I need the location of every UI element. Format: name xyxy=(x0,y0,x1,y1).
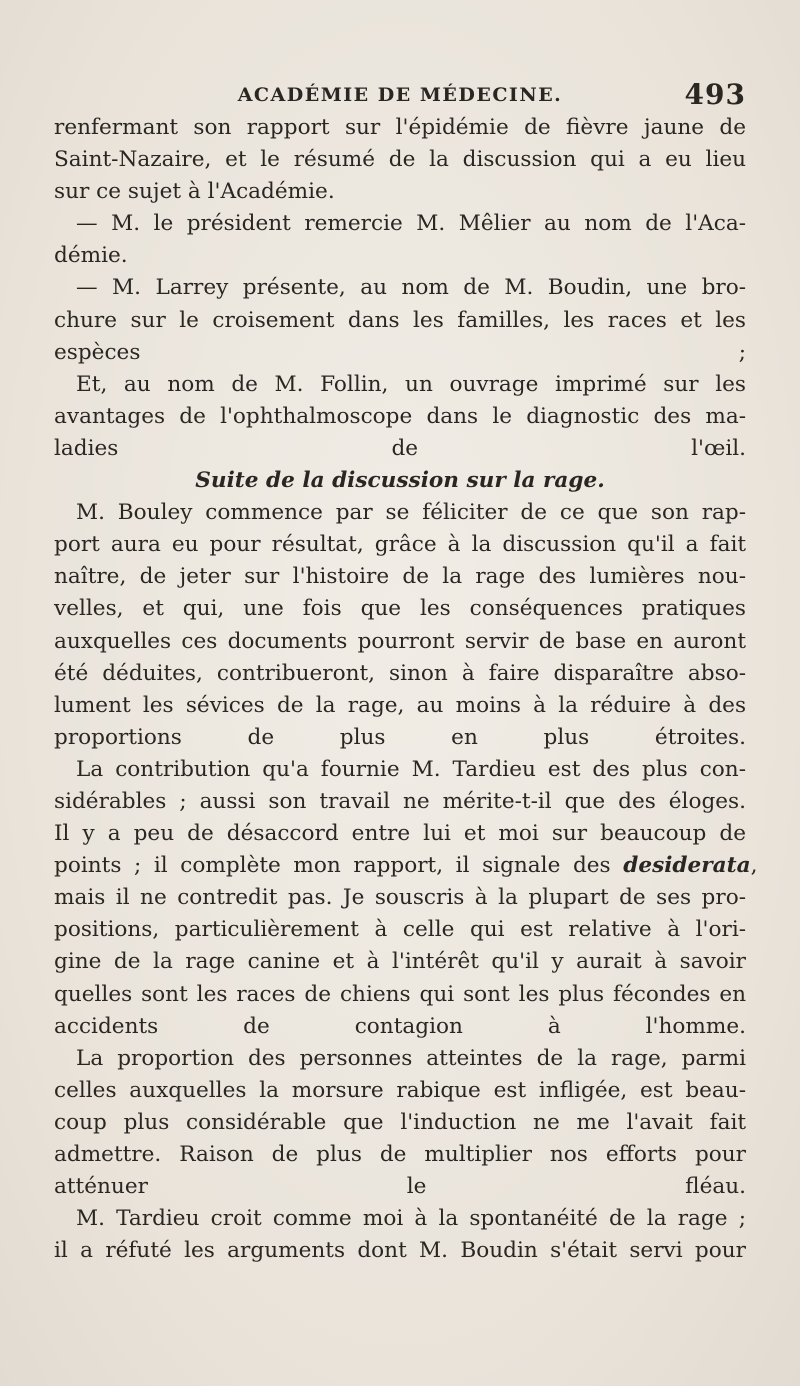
paragraph-tardieu-contribution xyxy=(54,754,758,1043)
text-line: Et, au nom de M. Follin, un ouvrage imprimé sur les xyxy=(76,371,746,397)
text-line: mais il ne contredit pas. Je souscris à la plupart de ses pro- xyxy=(54,885,746,911)
text-line: espèces ; xyxy=(54,339,746,365)
text-line: ladies de l'œil. xyxy=(54,435,746,461)
text-line: auxquelles ces documents pourront servir de base en auront xyxy=(54,628,746,654)
paragraph-bouley xyxy=(54,497,746,754)
text-line: accidents de contagion à l'homme. xyxy=(54,1013,746,1039)
text-line: port aura eu pour résultat, grâce à la discussion qu'il a fait xyxy=(54,532,747,558)
text-line: il a réfuté les arguments dont M. Boudin s'était servi pour xyxy=(54,1238,746,1264)
paragraph-continuation xyxy=(54,112,746,208)
text-line: atténuer le fléau. xyxy=(54,1174,746,1200)
paragraph-president-thanks xyxy=(54,208,746,272)
running-head xyxy=(54,78,746,112)
text-line: — M. Larrey présente, au nom de M. Boudin, une bro- xyxy=(76,275,747,301)
text-line: proportions de plus en plus étroites. xyxy=(54,724,746,750)
text-line: Il y a peu de désaccord entre lui et moi sur beaucoup de xyxy=(54,821,746,847)
paragraph-spontaneite xyxy=(54,1203,746,1267)
text-line: M. Tardieu croit comme moi à la spontanéité de la rage ; xyxy=(76,1206,746,1232)
paragraph-proportion xyxy=(54,1043,746,1203)
text-line: — M. le président remercie M. Mêlier au nom de l'Aca- xyxy=(76,211,746,237)
text-line: quelles sont les races de chiens qui sont les plus fécondes en xyxy=(54,981,747,1007)
text-line: celles auxquelles la morsure rabique est infligée, est beau- xyxy=(54,1077,746,1103)
paragraph-larrey xyxy=(54,272,746,368)
body-text xyxy=(54,112,758,1267)
text-line: renfermant son rapport sur l'épidémie de fièvre jaune de xyxy=(54,115,746,140)
text-line: La contribution qu'a fournie M. Tardieu est des plus con- xyxy=(76,756,747,782)
text-line: sur ce sujet à l'Académie. xyxy=(54,179,335,205)
running-title: ACADÉMIE DE MÉDECINE. xyxy=(237,84,563,106)
text-line: lument les sévices de la rage, au moins à la réduire à des xyxy=(54,692,747,718)
text-line: La proportion des personnes atteintes de la rage, parmi xyxy=(76,1045,746,1071)
text-line: M. Bouley commence par se féliciter de ce que son rap- xyxy=(76,500,747,526)
text-line: chure sur le croisement dans les familles, les races et les xyxy=(54,307,746,333)
text-line: Saint-Nazaire, et le résumé de la discussion qui a eu lieu xyxy=(54,147,747,173)
text-line-desiderata: points ; il complète mon rapport, il signale des desiderata, xyxy=(54,853,758,879)
text-line: été déduites, contribueront, sinon à faire disparaître abso- xyxy=(54,660,746,686)
text-line: positions, particulièrement à celle qui est relative à l'ori- xyxy=(54,917,747,943)
section-title: Suite de la discussion sur la rage. xyxy=(195,468,605,494)
text-line: admettre. Raison de plus de multiplier nos efforts pour xyxy=(54,1142,746,1167)
emphasis-desiderata: desiderata xyxy=(623,853,751,879)
text-line: coup plus considérable que l'induction ne me l'avait fait xyxy=(54,1109,747,1135)
text-line: gine de la rage canine et à l'intérêt qu'il y aurait à savoir xyxy=(54,949,746,975)
text-line: avantages de l'ophthalmoscope dans le diagnostic des ma- xyxy=(54,403,746,429)
paragraph-follin xyxy=(54,369,746,465)
text-line: sidérables ; aussi son travail ne mérite-t-il que des éloges. xyxy=(54,788,746,814)
page-number: 493 xyxy=(684,78,746,111)
text-line: démie. xyxy=(54,243,128,269)
text-line: naître, de jeter sur l'histoire de la rage des lumières nou- xyxy=(54,564,746,590)
text-line: velles, et qui, une fois que les conséquences pratiques xyxy=(54,596,746,622)
